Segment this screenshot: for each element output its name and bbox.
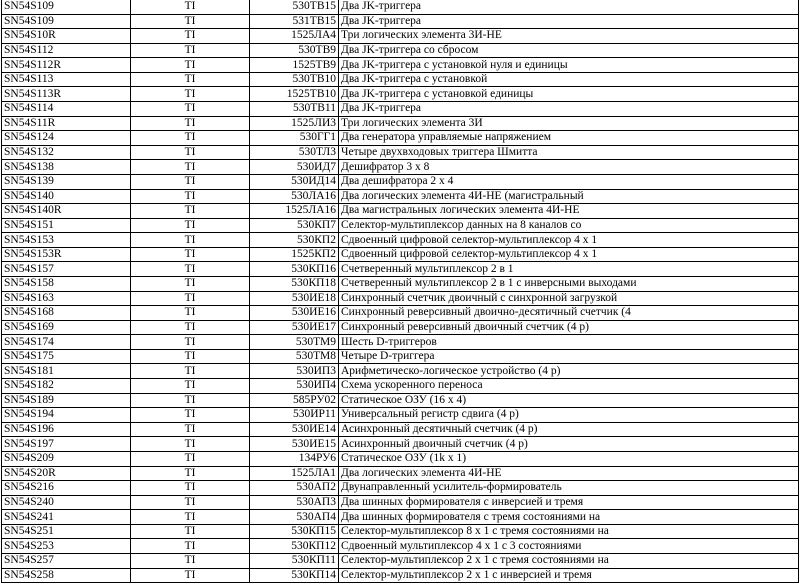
table-row: [2, 189, 799, 204]
part-number-cell: SN54S181: [2, 364, 131, 379]
analog-cell: 1525ЛА4: [250, 29, 339, 44]
part-number-cell: SN54S153: [2, 233, 131, 248]
table-row: [2, 204, 799, 219]
description-cell: Два JK-триггера: [339, 0, 799, 14]
analog-cell: 1525ЛИ3: [250, 116, 339, 131]
description-cell: Два JK-триггера: [339, 102, 799, 117]
analog-cell: 530КП11: [250, 553, 339, 568]
analog-cell: 530ИЕ15: [250, 437, 339, 452]
manufacturer-cell: TI: [131, 131, 250, 146]
manufacturer-cell: TI: [131, 43, 250, 58]
part-number-cell: SN54S114: [2, 102, 131, 117]
manufacturer-cell: TI: [131, 553, 250, 568]
manufacturer-cell: TI: [131, 247, 250, 262]
description-cell: Статическое ОЗУ (1k х 1): [339, 451, 799, 466]
analog-cell: 1525ТВ10: [250, 87, 339, 102]
part-number-cell: SN54S20R: [2, 466, 131, 481]
part-number-cell: SN54S153R: [2, 247, 131, 262]
parts-table-body: [2, 0, 799, 583]
part-number-cell: SN54S112: [2, 43, 131, 58]
table-row: [2, 568, 799, 583]
manufacturer-cell: TI: [131, 320, 250, 335]
analog-cell: 530КП14: [250, 568, 339, 583]
manufacturer-cell: TI: [131, 422, 250, 437]
table-row: [2, 291, 799, 306]
analog-cell: 530КП16: [250, 262, 339, 277]
manufacturer-cell: TI: [131, 87, 250, 102]
part-number-cell: SN54S10R: [2, 29, 131, 44]
manufacturer-cell: TI: [131, 204, 250, 219]
part-number-cell: SN54S258: [2, 568, 131, 583]
part-number-cell: SN54S197: [2, 437, 131, 452]
table-row: [2, 247, 799, 262]
analog-cell: 530ТМ8: [250, 349, 339, 364]
table-row: [2, 364, 799, 379]
manufacturer-cell: TI: [131, 568, 250, 583]
table-row: [2, 408, 799, 423]
part-number-cell: SN54S209: [2, 451, 131, 466]
table-row: [2, 320, 799, 335]
description-cell: Сдвоенный цифровой селектор-мультиплексор 4 х 1: [339, 247, 799, 262]
table-row: [2, 174, 799, 189]
part-number-cell: SN54S113: [2, 72, 131, 87]
description-cell: Два дешифратора 2 х 4: [339, 174, 799, 189]
description-cell: Два магистральных логических элемента 4И-НЕ: [339, 204, 799, 219]
part-number-cell: SN54S139: [2, 174, 131, 189]
analog-cell: 530ТВ10: [250, 72, 339, 87]
manufacturer-cell: TI: [131, 72, 250, 87]
manufacturer-cell: TI: [131, 451, 250, 466]
description-cell: Селектор-мультиплексор 2 х 1 с инверсией и тремя: [339, 568, 799, 583]
analog-cell: 530АП4: [250, 510, 339, 525]
analog-cell: 531ТВ15: [250, 14, 339, 29]
manufacturer-cell: TI: [131, 539, 250, 554]
part-number-cell: SN54S196: [2, 422, 131, 437]
analog-cell: 530КП7: [250, 218, 339, 233]
description-cell: Двунаправленный усилитель-формирователь: [339, 481, 799, 496]
table-row: [2, 160, 799, 175]
table-row: [2, 276, 799, 291]
description-cell: Синхронный счетчик двоичный с синхронной загрузкой: [339, 291, 799, 306]
part-number-cell: SN54S168: [2, 306, 131, 321]
table-row: [2, 495, 799, 510]
part-number-cell: SN54S251: [2, 524, 131, 539]
manufacturer-cell: TI: [131, 524, 250, 539]
table-row: [2, 510, 799, 525]
manufacturer-cell: TI: [131, 481, 250, 496]
manufacturer-cell: TI: [131, 495, 250, 510]
manufacturer-cell: TI: [131, 189, 250, 204]
part-number-cell: SN54S240: [2, 495, 131, 510]
table-row: [2, 451, 799, 466]
description-cell: Два генератора управляемые напряжением: [339, 131, 799, 146]
table-row: [2, 466, 799, 481]
analog-cell: 530АП3: [250, 495, 339, 510]
parts-table: [1, 0, 799, 583]
part-number-cell: SN54S151: [2, 218, 131, 233]
analog-cell: 530ИЕ18: [250, 291, 339, 306]
table-row: [2, 539, 799, 554]
part-number-cell: SN54S163: [2, 291, 131, 306]
part-number-cell: SN54S257: [2, 553, 131, 568]
analog-cell: 1525ЛА1: [250, 466, 339, 481]
table-row: [2, 262, 799, 277]
manufacturer-cell: TI: [131, 14, 250, 29]
table-row: [2, 393, 799, 408]
analog-cell: 530ЛА16: [250, 189, 339, 204]
description-cell: Дешифратор 3 х 8: [339, 160, 799, 175]
part-number-cell: SN54S157: [2, 262, 131, 277]
part-number-cell: SN54S11R: [2, 116, 131, 131]
analog-cell: 530ИЕ16: [250, 306, 339, 321]
analog-cell: 585РУ02: [250, 393, 339, 408]
part-number-cell: SN54S132: [2, 145, 131, 160]
analog-cell: 530ИП4: [250, 379, 339, 394]
table-row: [2, 422, 799, 437]
manufacturer-cell: TI: [131, 364, 250, 379]
manufacturer-cell: TI: [131, 437, 250, 452]
description-cell: Селектор-мультиплексор данных на 8 каналов со: [339, 218, 799, 233]
table-row: [2, 72, 799, 87]
manufacturer-cell: TI: [131, 160, 250, 175]
analog-cell: 530ИД7: [250, 160, 339, 175]
table-row: [2, 29, 799, 44]
description-cell: Асинхронный двоичный счетчик (4 р): [339, 437, 799, 452]
analog-cell: 530ИД14: [250, 174, 339, 189]
table-row: [2, 58, 799, 73]
description-cell: Счетверенный мультиплексор 2 в 1: [339, 262, 799, 277]
part-number-cell: SN54S175: [2, 349, 131, 364]
analog-cell: 530ТВ9: [250, 43, 339, 58]
description-cell: Селектор-мультиплексор 8 х 1 с тремя состояниями на: [339, 524, 799, 539]
manufacturer-cell: TI: [131, 349, 250, 364]
part-number-cell: SN54S140: [2, 189, 131, 204]
manufacturer-cell: TI: [131, 0, 250, 14]
analog-cell: 530ГГ1: [250, 131, 339, 146]
description-cell: Статическое ОЗУ (16 х 4): [339, 393, 799, 408]
manufacturer-cell: TI: [131, 174, 250, 189]
description-cell: Два логических элемента 4И-НЕ: [339, 466, 799, 481]
manufacturer-cell: TI: [131, 393, 250, 408]
table-row: [2, 145, 799, 160]
analog-cell: 530ТВ15: [250, 0, 339, 14]
description-cell: Четыре двухвходовых триггера Шмитта: [339, 145, 799, 160]
table-row: [2, 116, 799, 131]
table-row: [2, 218, 799, 233]
description-cell: Два JK-триггера с установкой нуля и единицы: [339, 58, 799, 73]
description-cell: Два JK-триггера со сбросом: [339, 43, 799, 58]
part-number-cell: SN54S124: [2, 131, 131, 146]
description-cell: Схема ускоренного переноса: [339, 379, 799, 394]
manufacturer-cell: TI: [131, 58, 250, 73]
part-number-cell: SN54S169: [2, 320, 131, 335]
analog-cell: 1525ЛА16: [250, 204, 339, 219]
description-cell: Сдвоенный мультиплексор 4 х 1 с 3 состояниями: [339, 539, 799, 554]
analog-cell: 530КП15: [250, 524, 339, 539]
manufacturer-cell: TI: [131, 335, 250, 350]
table-row: [2, 306, 799, 321]
manufacturer-cell: TI: [131, 145, 250, 160]
manufacturer-cell: TI: [131, 262, 250, 277]
part-number-cell: SN54S216: [2, 481, 131, 496]
analog-cell: 530АП2: [250, 481, 339, 496]
part-number-cell: SN54S182: [2, 379, 131, 394]
description-cell: Сдвоенный цифровой селектор-мультиплексор 4 х 1: [339, 233, 799, 248]
manufacturer-cell: TI: [131, 510, 250, 525]
analog-cell: 530ТЛ3: [250, 145, 339, 160]
analog-cell: 530КП2: [250, 233, 339, 248]
manufacturer-cell: TI: [131, 233, 250, 248]
analog-cell: 530КП18: [250, 276, 339, 291]
part-number-cell: SN54S113R: [2, 87, 131, 102]
table-row: [2, 437, 799, 452]
description-cell: Два JK-триггера с установкой единицы: [339, 87, 799, 102]
part-number-cell: SN54S138: [2, 160, 131, 175]
analog-cell: 1525КП2: [250, 247, 339, 262]
part-number-cell: SN54S109: [2, 0, 131, 14]
manufacturer-cell: TI: [131, 379, 250, 394]
table-row: [2, 233, 799, 248]
description-cell: Два шинных формирователя с инверсией и тремя: [339, 495, 799, 510]
part-number-cell: SN54S109: [2, 14, 131, 29]
part-number-cell: SN54S241: [2, 510, 131, 525]
description-cell: Два JK-триггера: [339, 14, 799, 29]
description-cell: Универсальный регистр сдвига (4 р): [339, 408, 799, 423]
manufacturer-cell: TI: [131, 291, 250, 306]
analog-cell: 530ТВ11: [250, 102, 339, 117]
table-row: [2, 102, 799, 117]
description-cell: Шесть D-триггеров: [339, 335, 799, 350]
part-number-cell: SN54S112R: [2, 58, 131, 73]
table-row: [2, 0, 799, 14]
part-number-cell: SN54S158: [2, 276, 131, 291]
part-number-cell: SN54S194: [2, 408, 131, 423]
manufacturer-cell: TI: [131, 29, 250, 44]
table-row: [2, 349, 799, 364]
part-number-cell: SN54S174: [2, 335, 131, 350]
description-cell: Четыре D-триггера: [339, 349, 799, 364]
table-row: [2, 43, 799, 58]
analog-cell: 134РУ6: [250, 451, 339, 466]
table-row: [2, 379, 799, 394]
table-row: [2, 481, 799, 496]
part-number-cell: SN54S140R: [2, 204, 131, 219]
table-row: [2, 335, 799, 350]
table-row: [2, 553, 799, 568]
description-cell: Селектор-мультиплексор 2 х 1 с тремя состояниями на: [339, 553, 799, 568]
description-cell: Синхронный реверсивный двоично-десятичный счетчик (4: [339, 306, 799, 321]
part-number-cell: SN54S253: [2, 539, 131, 554]
part-number-cell: SN54S189: [2, 393, 131, 408]
manufacturer-cell: TI: [131, 466, 250, 481]
description-cell: Синхронный реверсивный двоичный счетчик (4 р): [339, 320, 799, 335]
manufacturer-cell: TI: [131, 102, 250, 117]
description-cell: Два JK-триггера с установкой: [339, 72, 799, 87]
table-row: [2, 87, 799, 102]
analog-cell: 530ТМ9: [250, 335, 339, 350]
description-cell: Три логических элемента 3И: [339, 116, 799, 131]
manufacturer-cell: TI: [131, 408, 250, 423]
analog-cell: 530ИП3: [250, 364, 339, 379]
manufacturer-cell: TI: [131, 218, 250, 233]
description-cell: Два логических элемента 4И-НЕ (магистральный: [339, 189, 799, 204]
table-row: [2, 131, 799, 146]
description-cell: Два шинных формирователя с тремя состояниями на: [339, 510, 799, 525]
description-cell: Счетверенный мультиплексор 2 в 1 с инверсными выходами: [339, 276, 799, 291]
description-cell: Арифметическо-логическое устройство (4 р): [339, 364, 799, 379]
analog-cell: 530ИР11: [250, 408, 339, 423]
description-cell: Асинхронный десятичный счетчик (4 р): [339, 422, 799, 437]
analog-cell: 530КП12: [250, 539, 339, 554]
manufacturer-cell: TI: [131, 306, 250, 321]
analog-cell: 1525ТВ9: [250, 58, 339, 73]
table-row: [2, 524, 799, 539]
analog-cell: 530ИЕ17: [250, 320, 339, 335]
analog-cell: 530ИЕ14: [250, 422, 339, 437]
manufacturer-cell: TI: [131, 276, 250, 291]
description-cell: Три логических элемента 3И-НЕ: [339, 29, 799, 44]
manufacturer-cell: TI: [131, 116, 250, 131]
table-row: [2, 14, 799, 29]
